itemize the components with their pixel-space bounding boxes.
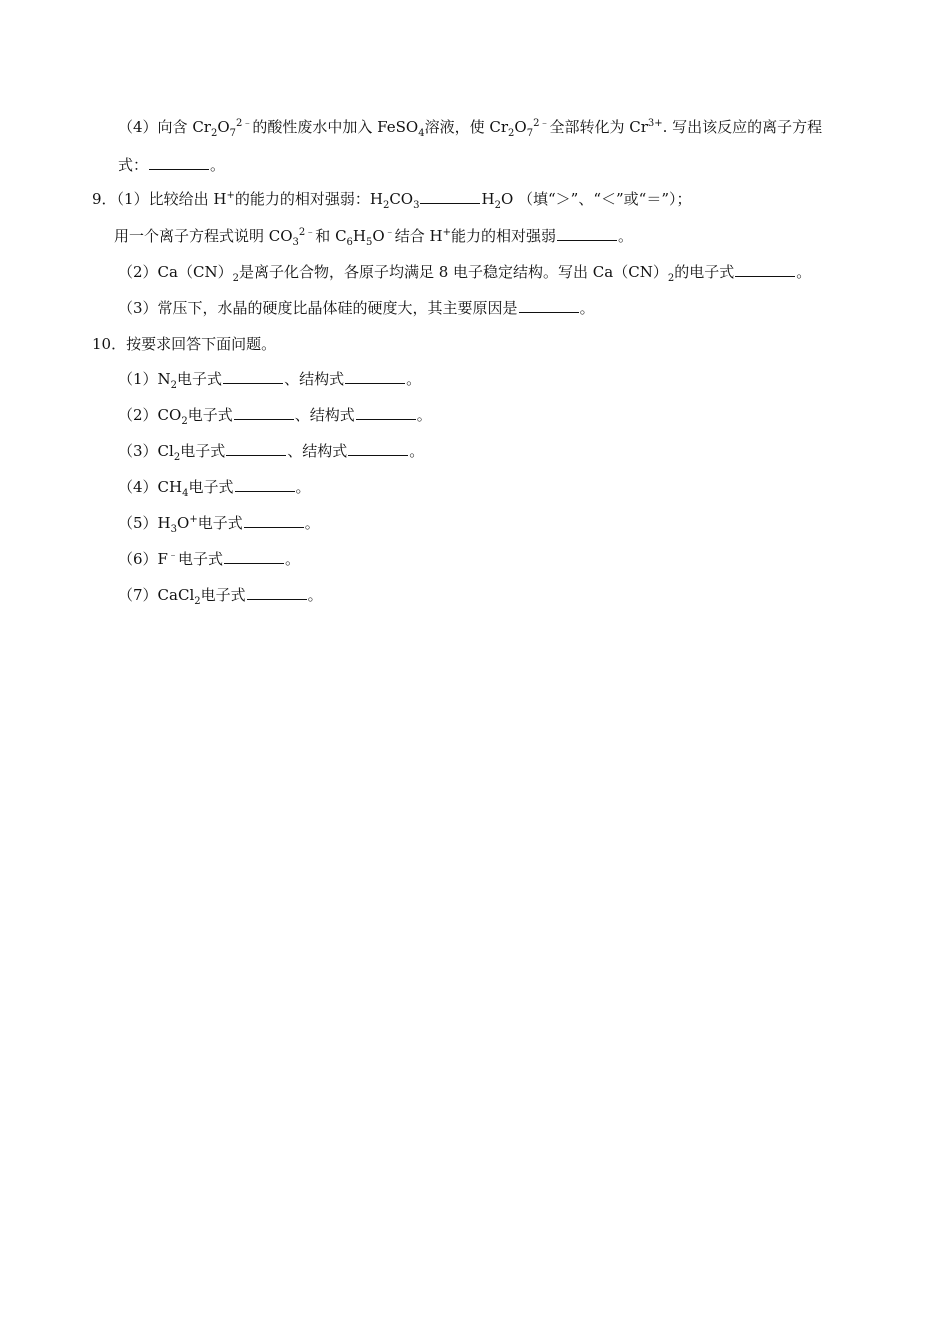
text: CaCl: [157, 586, 195, 604]
superscript: 2﹣: [236, 118, 253, 129]
subscript: 7: [229, 128, 237, 139]
q10-item-1: [118, 369, 421, 389]
text: 。: [409, 442, 425, 460]
text: 结合 H: [394, 227, 443, 245]
text: 的电子式: [674, 263, 735, 281]
subscript: 2: [181, 416, 188, 427]
question-number: 9．: [92, 190, 117, 208]
part-number: （5）: [118, 514, 158, 532]
q9-part3: [118, 298, 595, 318]
text: 电子式: [177, 550, 223, 568]
superscript: 3+: [647, 118, 663, 129]
answer-blank[interactable]: [224, 549, 284, 564]
superscript: +: [226, 190, 235, 201]
answer-blank[interactable]: [735, 262, 795, 277]
text: 、结构式: [284, 370, 345, 388]
text: Cl: [157, 442, 174, 460]
answer-blank[interactable]: [348, 441, 408, 456]
text: O （填“＞”、“＜”或“＝”）；: [500, 190, 692, 208]
text: 和 C: [315, 227, 347, 245]
part-number: （3）: [118, 299, 158, 317]
text: 向含 Cr: [157, 118, 211, 136]
superscript: 2﹣: [298, 227, 316, 238]
text: 。: [210, 156, 226, 174]
answer-blank[interactable]: [345, 369, 405, 384]
text: 、结构式: [294, 406, 355, 424]
answer-blank[interactable]: [356, 405, 416, 420]
answer-blank[interactable]: [234, 405, 294, 420]
text: CO: [389, 190, 414, 208]
answer-blank[interactable]: [235, 477, 295, 492]
answer-blank[interactable]: [519, 298, 579, 313]
text: 的能力的相对强弱：H: [234, 190, 383, 208]
text: CH: [157, 478, 183, 496]
question-text: 按要求回答下面问题。: [126, 335, 277, 353]
answer-blank[interactable]: [420, 189, 480, 204]
superscript: ﹣: [167, 550, 178, 561]
subscript: 3: [292, 237, 299, 248]
part-number: （1）: [118, 370, 158, 388]
text: 。: [304, 514, 320, 532]
text: 、结构式: [287, 442, 348, 460]
text: O: [372, 227, 385, 245]
text: CO: [157, 406, 182, 424]
text: 是离子化合物，各原子均满足 8 电子稳定结构。写出 Ca（CN）: [238, 263, 668, 281]
q10-item-7: [118, 585, 323, 605]
text: 溶液，使 Cr: [424, 118, 509, 136]
part-number: （6）: [118, 550, 158, 568]
answer-blank[interactable]: [149, 155, 209, 170]
answer-blank[interactable]: [557, 226, 617, 241]
part-number: （2）: [118, 263, 158, 281]
q8-part4-line2: [118, 155, 225, 175]
text: 。: [617, 227, 633, 245]
superscript: +: [442, 227, 451, 238]
answer-blank[interactable]: [247, 585, 307, 600]
text: H: [157, 514, 171, 532]
subscript: 2: [508, 128, 515, 139]
subscript: 2: [667, 273, 675, 284]
q10-item-5: [118, 513, 320, 533]
q10-item-6: [118, 549, 300, 569]
text: H: [481, 190, 495, 208]
text: 。: [416, 406, 432, 424]
text: 。: [284, 550, 300, 568]
q9-part1-line1: [92, 189, 692, 209]
part-number: （7）: [118, 586, 158, 604]
subscript: 2: [232, 273, 239, 284]
part-number: （4）: [118, 478, 158, 496]
part-number: （1）: [116, 190, 149, 208]
subscript: 3: [170, 524, 178, 535]
text: 。: [579, 299, 595, 317]
text: 全部转化为 Cr: [549, 118, 648, 136]
text: 电子式: [197, 514, 243, 532]
q10-title: [92, 334, 276, 354]
text: O: [217, 118, 230, 136]
part-number: （2）: [118, 406, 158, 424]
superscript: +: [189, 514, 198, 525]
superscript: 2﹣: [533, 118, 550, 129]
answer-blank[interactable]: [226, 441, 286, 456]
subscript: 2: [382, 200, 390, 211]
subscript: 7: [526, 128, 534, 139]
subscript: 4: [182, 488, 189, 499]
text: 电子式: [188, 478, 234, 496]
subscript: 2: [170, 380, 178, 391]
q10-item-2: [118, 405, 432, 425]
subscript: 6: [346, 237, 353, 248]
text: 用一个离子方程式说明 CO: [114, 227, 293, 245]
text: 。: [307, 586, 323, 604]
answer-blank[interactable]: [223, 369, 283, 384]
text: F: [157, 550, 168, 568]
answer-blank[interactable]: [244, 513, 304, 528]
text: O: [177, 514, 190, 532]
text: N: [157, 370, 171, 388]
subscript: 2: [194, 596, 201, 607]
text: 电子式: [187, 406, 233, 424]
subscript: 2: [494, 200, 501, 211]
q10-item-3: [118, 441, 424, 461]
text: Ca（CN）: [157, 263, 233, 281]
part-number: （4）: [118, 118, 158, 136]
text: 。: [295, 478, 311, 496]
text: 的酸性废水中加入 FeSO: [252, 118, 419, 136]
q9-part1-line2: [114, 226, 633, 246]
text: O: [514, 118, 527, 136]
text: 能力的相对强弱: [450, 227, 556, 245]
subscript: 4: [418, 128, 425, 139]
question-number: 10．: [92, 335, 127, 353]
text: 电子式: [200, 586, 246, 604]
part-number: （3）: [118, 442, 158, 460]
text: H: [352, 227, 367, 245]
subscript: 2: [210, 128, 218, 139]
text: 电子式: [180, 442, 226, 460]
superscript: ﹣: [384, 227, 395, 238]
subscript: 3: [413, 200, 420, 211]
text: 比较给出 H: [148, 190, 227, 208]
subscript: 2: [173, 452, 181, 463]
text: 常压下，水晶的硬度比晶体硅的硬度大，其主要原因是: [157, 299, 518, 317]
q10-item-4: [118, 477, 311, 497]
q8-part4-line1: [118, 117, 822, 137]
text: 式：: [118, 156, 149, 174]
subscript: 5: [366, 237, 373, 248]
text: 电子式: [177, 370, 223, 388]
text: 。: [406, 370, 422, 388]
text: . 写出该反应的离子方程: [662, 118, 823, 136]
text: 。: [796, 263, 812, 281]
q9-part2: [118, 262, 811, 282]
